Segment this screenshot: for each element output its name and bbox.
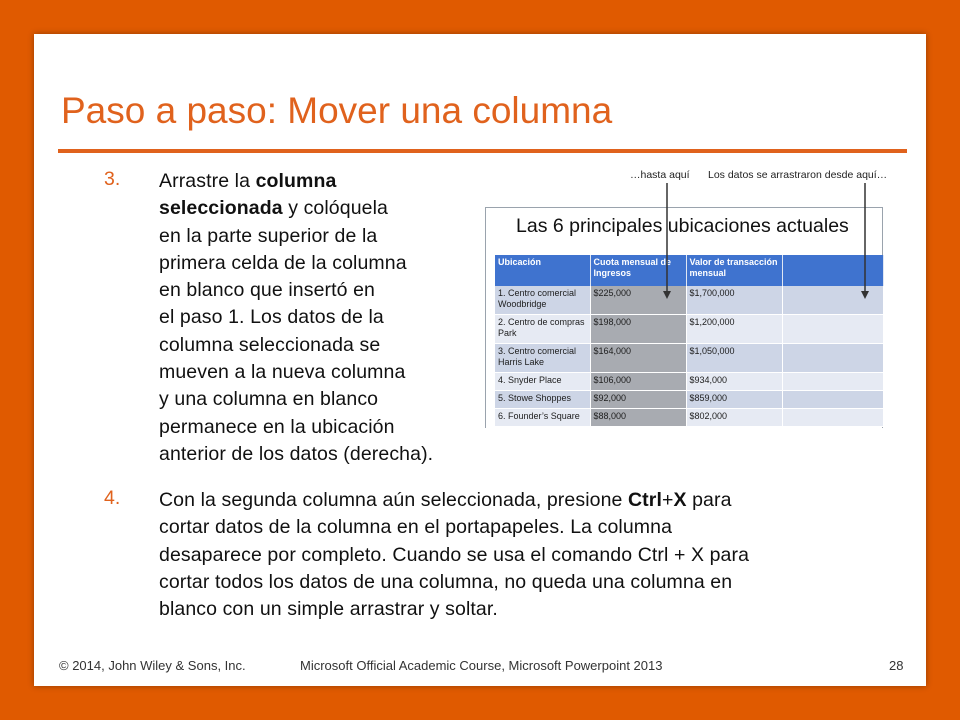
step-3-line-8: mueven a la nueva columna <box>159 361 406 384</box>
callout-arrastraron: Los datos se arrastraron desde aquí… <box>708 169 888 181</box>
cell-fee: $106,000 <box>590 373 686 391</box>
table-figure <box>485 166 907 436</box>
footer-copyright: © 2014, John Wiley & Sons, Inc. <box>59 658 246 673</box>
table-row <box>495 409 883 427</box>
cell-value: $1,200,000 <box>686 315 782 344</box>
cell-location: 2. Centro de compras Park <box>495 315 590 344</box>
footer-course: Microsoft Official Academic Course, Microsoft Powerpoint 2013 <box>300 658 663 673</box>
step-3-bold-seleccionada: seleccionada <box>159 197 283 220</box>
cell-location: 6. Founder’s Square <box>495 409 590 427</box>
header-valor: Valor de transacción mensual <box>686 255 782 286</box>
cell-blank <box>782 373 883 391</box>
step-4-line-2: cortar datos de la columna en el portapapeles. La columna <box>159 516 673 539</box>
cell-location: 5. Stowe Shoppes <box>495 391 590 409</box>
frame-bottom-mask <box>485 428 883 436</box>
step-3-line-5: en blanco que insertó en <box>159 279 375 302</box>
step-4-line-1-end: para <box>686 489 732 511</box>
cell-value: $934,000 <box>686 373 782 391</box>
step-4-key-x: X <box>673 489 687 511</box>
cell-fee: $198,000 <box>590 315 686 344</box>
cell-value: $802,000 <box>686 409 782 427</box>
step-3-text <box>159 168 499 468</box>
step-3-line-2: y colóquela <box>282 197 388 220</box>
cell-fee: $164,000 <box>590 344 686 373</box>
step-3-line-7: columna seleccionada se <box>159 333 381 356</box>
step-4-text <box>159 487 904 623</box>
table-row <box>495 315 883 344</box>
step-3-number: 3. <box>104 168 121 190</box>
cell-blank <box>782 409 883 427</box>
table-row <box>495 391 883 409</box>
cell-fee: $92,000 <box>590 391 686 409</box>
cell-location: 3. Centro comercial Harris Lake <box>495 344 590 373</box>
cell-blank <box>782 391 883 409</box>
cell-value: $859,000 <box>686 391 782 409</box>
step-4-line-5: blanco con un simple arrastrar y soltar. <box>159 598 498 621</box>
step-3-line-10: permanece en la ubicación <box>159 415 395 438</box>
step-3-line-1: Arrastre la <box>159 170 256 192</box>
step-3-line-4: primera celda de la columna <box>159 251 407 274</box>
cell-blank <box>782 315 883 344</box>
step-4-line-1: Con la segunda columna aún seleccionada, presione <box>159 489 628 511</box>
header-ubicacion: Ubicación <box>495 255 590 286</box>
callout-hasta-aqui: …hasta aquí <box>630 169 690 181</box>
footer-page-number: 28 <box>889 658 904 673</box>
slide <box>34 34 926 686</box>
step-3-line-3: en la parte superior de la <box>159 224 378 247</box>
table-row <box>495 344 883 373</box>
step-3-line-9: y una columna en blanco <box>159 388 379 411</box>
step-4-line-3: desaparece por completo. Cuando se usa el comando Ctrl + X para <box>159 543 750 566</box>
step-3-line-11: anterior de los datos (derecha). <box>159 442 434 465</box>
title-divider <box>58 149 907 153</box>
cell-value: $1,700,000 <box>686 286 782 315</box>
step-4-number: 4. <box>104 487 121 509</box>
cell-blank <box>782 344 883 373</box>
callout-arrows <box>485 166 907 306</box>
cell-fee: $225,000 <box>590 286 686 315</box>
cell-value: $1,050,000 <box>686 344 782 373</box>
step-3-line-6: el paso 1. Los datos de la <box>159 306 384 329</box>
step-4-key-ctrl: Ctrl <box>627 489 662 511</box>
slide-title: Paso a paso: Mover una columna <box>61 90 613 131</box>
step-3-bold-columna: columna <box>255 170 337 192</box>
cell-location: 4. Snyder Place <box>495 373 590 391</box>
step-4-line-4: cortar todos los datos de una columna, no queda una columna en <box>159 570 733 593</box>
step-4-plus: + <box>661 489 674 511</box>
cell-fee: $88,000 <box>590 409 686 427</box>
table-row <box>495 373 883 391</box>
figure-heading: Las 6 principales ubicaciones actuales <box>516 215 849 237</box>
header-cuota: Cuota mensual de Ingresos <box>590 255 686 286</box>
cell-location: 1. Centro comercial Woodbridge <box>495 286 590 315</box>
